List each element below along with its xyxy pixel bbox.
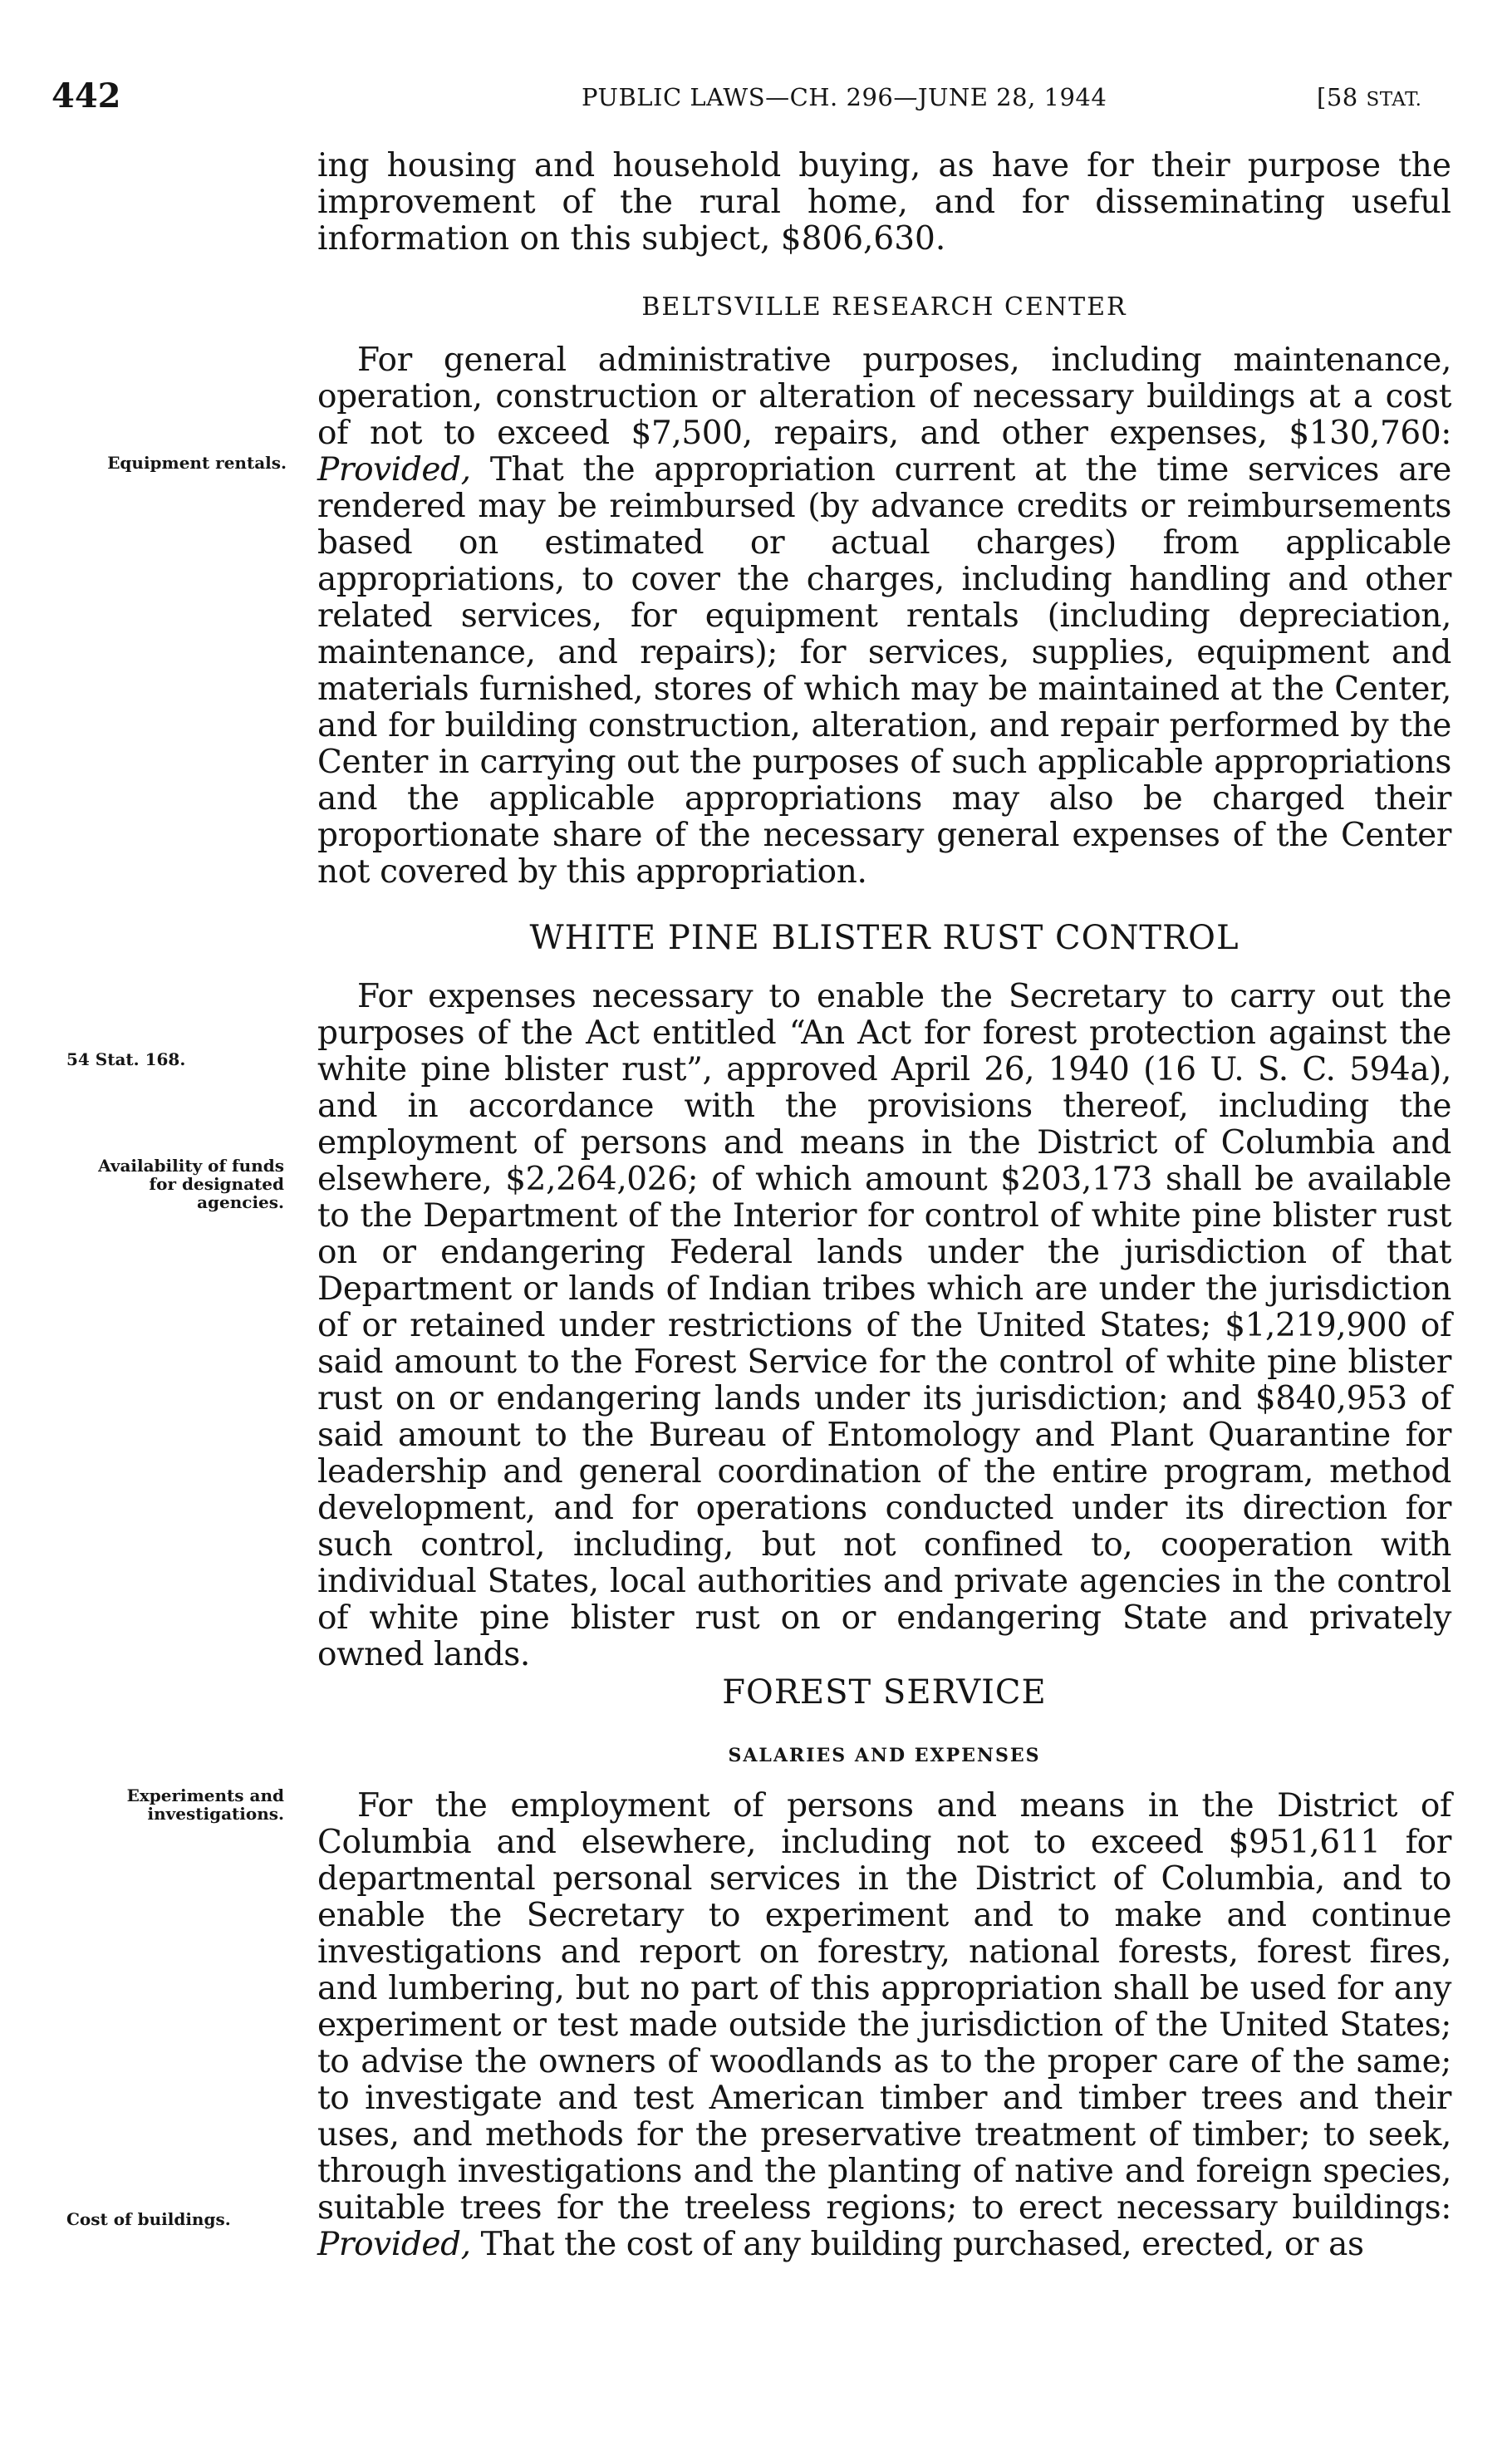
salaries-heading: SALARIES AND EXPENSES xyxy=(728,1745,1041,1766)
page-header xyxy=(0,76,1512,118)
intro-paragraph: ing housing and household buying, as have for their purpose the improvement of the rural home, and for disseminating useful information on this subject, $806,630. xyxy=(317,147,1451,258)
forest-text-2: That the cost of any building purchased, erected, or as xyxy=(470,2226,1364,2263)
forest-service-heading: FOREST SERVICE xyxy=(722,1673,1047,1712)
beltsville-provided: Provided, xyxy=(317,451,471,489)
beltsville-text-1: For general administrative purposes, including maintenance, operation, construction or alteration of necessary buildings at a cost of not to exceed $7,500, repairs, and other expenses, $130,760: xyxy=(317,341,1451,452)
forest-service-paragraph xyxy=(317,1788,1451,2263)
beltsville-text-2: That the appropriation current at the time services are rendered may be reimbursed (by advance credits or reimbursements based on estimated or actual charges) from applicable appropriations, to cover the charges, including handling and other related services, for equipment rentals (including depreciation, maintenance, and repairs); for services, supplies, equipment and materials furnished, stores of which may be maintained at the Center, and for building construction, alteration, and repair performed by the Center in carrying out the purposes of such applicable appropriations and the applicable appropriations may also be charged their proportionate share of the necessary general expenses of the Center not covered by this appropriation. xyxy=(317,451,1451,891)
forest-text-1: For the employment of persons and means in the District of Columbia and elsewhere, including not to exceed $951,611 for departmental personal services in the District of Columbia, and to enable the Secretary to experiment and to make and continue investigations and report on forestry, national forests, forest fires, and lumbering, but no part of this appropriation shall be used for any experiment or test made outside the jurisdiction of the United States; to advise the owners of woodlands as to the proper care of the same; to investigate and test American timber and timber trees and their uses, and methods for the preservative treatment of timber; to seek, through investigations and the planting of native and foreign species, suitable trees for the treeless regions; to erect necessary buildings: xyxy=(317,1787,1451,2227)
volume-word: STAT. xyxy=(1366,89,1422,111)
running-head: PUBLIC LAWS—CH. 296—JUNE 28, 1944 xyxy=(582,83,1107,111)
volume-open: [58 xyxy=(1317,83,1367,111)
beltsville-heading: BELTSVILLE RESEARCH CENTER xyxy=(641,292,1127,322)
margin-note-stat-reference: 54 Stat. 168. xyxy=(66,1049,186,1069)
white-pine-heading: WHITE PINE BLISTER RUST CONTROL xyxy=(529,919,1240,957)
beltsville-paragraph xyxy=(317,342,1451,891)
forest-provided: Provided, xyxy=(317,2226,471,2263)
volume-reference xyxy=(1317,83,1421,111)
margin-note-availability: Availability of funds for designated agencies. xyxy=(98,1156,284,1212)
margin-note-cost-of-buildings: Cost of buildings. xyxy=(66,2209,231,2229)
white-pine-paragraph: For expenses necessary to enable the Secretary to carry out the purposes of the Act entitled “An Act for forest protection against the white pine blister rust”, approved April 26, 1940 (16 U. S. C. 594a), and in accordance with the provisions thereof, including the employment of persons and means in the District of Columbia and elsewhere, $2,264,026; of which amount $203,173 shall be available to the Department of the Interior for control of white pine blister rust on or endangering Federal lands under the jurisdiction of that Department or lands of Indian tribes which are under the jurisdiction of or retained under restrictions of the United States; $1,219,900 of said amount to the Forest Service for the control of white pine blister rust on or endangering lands under its jurisdiction; and $840,953 of said amount to the Bureau of Entomology and Plant Quarantine for leadership and general coordination of the entire program, method development, and for operations conducted under its direction for such control, including, but not confined to, cooperation with individual States, local authorities and private agencies in the control of white pine blister rust on or endangering State and privately owned lands. xyxy=(317,978,1451,1673)
margin-note-experiments: Experiments and investigations. xyxy=(126,1785,284,1824)
margin-note-equipment-rentals: Equipment rentals. xyxy=(107,453,287,473)
page-number: 442 xyxy=(52,76,121,115)
